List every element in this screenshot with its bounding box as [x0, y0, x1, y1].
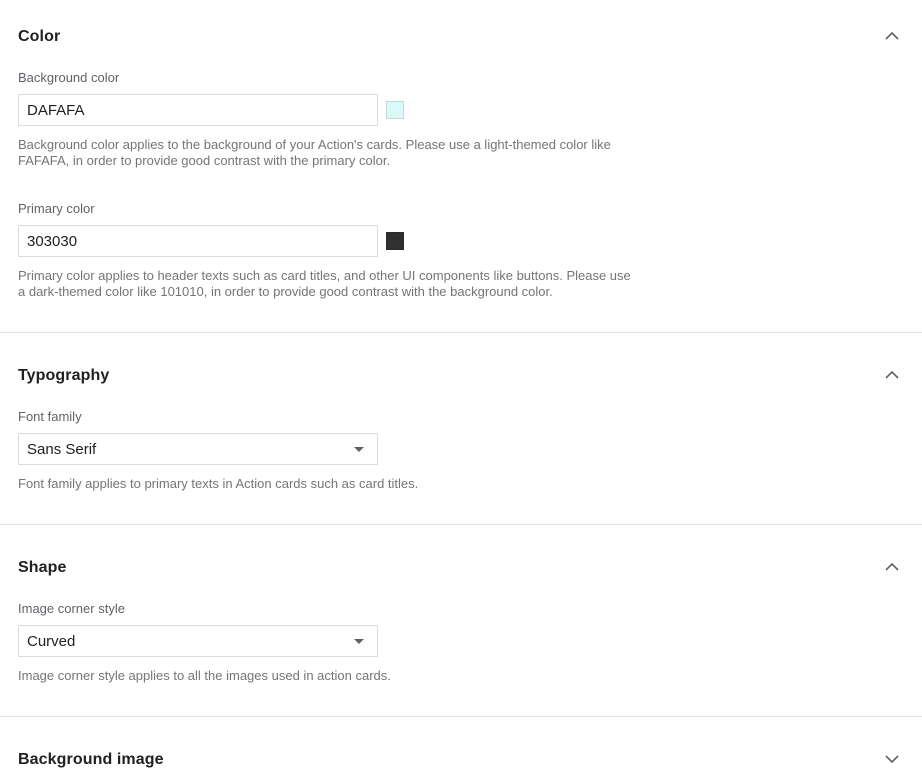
background-color-help: Background color applies to the background of your Action's cards. Please use a light-themed color like FAFAFA, in order to provide good contrast with the primary color.: [18, 137, 611, 168]
dropdown-arrow-icon: [354, 447, 364, 452]
field-font-family: [18, 409, 904, 492]
font-family-selected-value: Sans Serif: [27, 440, 97, 458]
image-corner-style-select[interactable]: [18, 625, 378, 657]
section-title-background-image: Background image: [18, 750, 164, 768]
background-color-input-row: [18, 94, 904, 126]
section-typography: [0, 333, 922, 525]
image-corner-style-selected-value: Curved: [27, 632, 76, 650]
primary-color-input[interactable]: [18, 225, 378, 257]
collapse-typography-button[interactable]: [880, 363, 904, 387]
background-color-label: Background color: [18, 70, 120, 85]
section-title-typography: Typography: [18, 366, 110, 384]
background-color-swatch: [386, 101, 404, 119]
font-family-select[interactable]: [18, 433, 378, 465]
font-family-help: Font family applies to primary texts in Action cards such as card titles.: [18, 476, 419, 491]
collapse-shape-button[interactable]: [880, 555, 904, 579]
expand-background-image-button[interactable]: [880, 747, 904, 771]
section-header-shape[interactable]: [0, 555, 922, 579]
image-corner-style-help: Image corner style applies to all the images used in action cards.: [18, 668, 391, 683]
section-shape: [0, 525, 922, 717]
section-header-background-image[interactable]: [0, 747, 922, 771]
chevron-down-icon: [885, 755, 899, 763]
chevron-up-icon: [885, 371, 899, 379]
image-corner-style-label: Image corner style: [18, 601, 125, 616]
section-background-image: [0, 717, 922, 783]
chevron-up-icon: [885, 32, 899, 40]
field-primary-color: [18, 201, 904, 300]
primary-color-help: Primary color applies to header texts such as card titles, and other UI components like buttons. Please use a dark-themed color like 101010, in order to provide good contrast with the background color.: [18, 268, 631, 299]
font-family-label: Font family: [18, 409, 82, 424]
primary-color-label: Primary color: [18, 201, 95, 216]
field-image-corner-style: [18, 601, 904, 684]
collapse-color-button[interactable]: [880, 24, 904, 48]
background-color-input[interactable]: [18, 94, 378, 126]
section-title-shape: Shape: [18, 558, 67, 576]
primary-color-input-row: [18, 225, 904, 257]
dropdown-arrow-icon: [354, 639, 364, 644]
section-header-typography[interactable]: [0, 363, 922, 387]
section-title-color: Color: [18, 27, 61, 45]
primary-color-swatch: [386, 232, 404, 250]
chevron-up-icon: [885, 563, 899, 571]
section-header-color[interactable]: [0, 24, 922, 48]
field-background-color: [18, 70, 904, 169]
section-color: [0, 0, 922, 333]
